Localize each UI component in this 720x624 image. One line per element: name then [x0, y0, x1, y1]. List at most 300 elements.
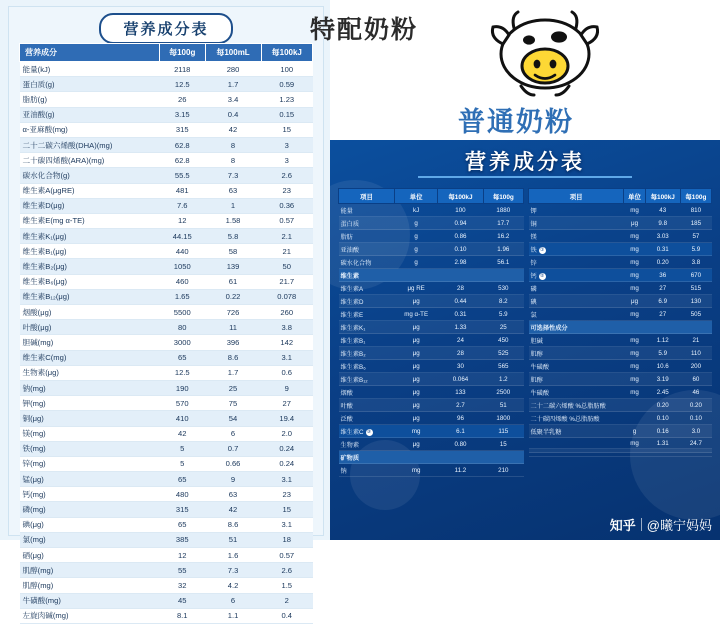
nutrient-value: mg — [624, 243, 645, 256]
nutrient-value — [624, 321, 645, 334]
nutrient-value: 505 — [680, 308, 711, 321]
nutrient-name: 碳水化合物(g) — [20, 168, 160, 183]
watermark — [610, 515, 712, 534]
nutrient-name: 维生素C ③ — [339, 425, 395, 438]
nutrient-name: 肌醇(mg) — [20, 563, 160, 578]
nutrient-value: 15 — [261, 502, 312, 517]
nutrient-value: 110 — [680, 347, 711, 360]
table-row — [20, 411, 313, 426]
nutrient-value: 1.2 — [483, 373, 523, 386]
nutrient-value: 0.064 — [438, 373, 483, 386]
nutrient-value: 26 — [159, 92, 205, 107]
nutrient-value: 100 — [438, 204, 483, 217]
table-row — [20, 62, 313, 77]
nutrient-name: 二十二碳六烯酸(DHA)(mg) — [20, 137, 160, 152]
nutrient-value: 55 — [159, 563, 205, 578]
nutrient-value: 3000 — [159, 335, 205, 350]
nutrient-name: 生物素(μg) — [20, 365, 160, 380]
nutrient-value: 3.19 — [645, 373, 680, 386]
nutrient-value: 57 — [680, 230, 711, 243]
col-header-unit: 单位 — [395, 189, 438, 204]
nutrient-value: 8 — [205, 137, 261, 152]
nutrient-value: g — [395, 217, 438, 230]
col-header-per100kj: 每100kJ — [438, 189, 483, 204]
nutrient-name — [529, 453, 624, 457]
nutrient-name: 亚油酸(g) — [20, 107, 160, 122]
table-row — [529, 308, 712, 321]
nutrient-value: 280 — [205, 62, 261, 77]
nutrient-value: 36 — [645, 269, 680, 282]
table-row — [529, 412, 712, 425]
nutrient-value: 515 — [680, 282, 711, 295]
nutrient-name: 能量(kJ) — [20, 62, 160, 77]
table-row — [339, 295, 524, 308]
nutrient-value: 130 — [680, 295, 711, 308]
nutrient-value: 5.9 — [645, 347, 680, 360]
nutrient-name: 脂肪(g) — [20, 92, 160, 107]
nutrient-value: 0.20 — [680, 399, 711, 412]
table-row — [20, 168, 313, 183]
nutrient-value: 58 — [205, 244, 261, 259]
nutrient-value: 200 — [680, 360, 711, 373]
nutrient-value: 3.1 — [261, 517, 312, 532]
nutrient-value: 62.8 — [159, 153, 205, 168]
nutrient-value: 25 — [205, 380, 261, 395]
table-row — [529, 453, 712, 457]
table-row — [529, 347, 712, 360]
table-row — [339, 269, 524, 282]
right-table-body-left — [339, 204, 524, 477]
nutrient-value: μg — [395, 373, 438, 386]
table-row — [339, 360, 524, 373]
nutrient-value: 260 — [261, 305, 312, 320]
nutrient-value: 0.10 — [680, 412, 711, 425]
table-row — [20, 320, 313, 335]
table-row — [20, 183, 313, 198]
watermark-divider — [641, 518, 642, 531]
nutrient-value: 3.4 — [205, 92, 261, 107]
nutrient-value: g — [624, 425, 645, 438]
nutrient-name: 钙 ② — [529, 269, 624, 282]
table-row — [20, 305, 313, 320]
nutrient-value: 51 — [205, 532, 261, 547]
nutrient-value: 5.8 — [205, 229, 261, 244]
right-nutrition-table-left — [338, 188, 524, 477]
nutrient-value: 3 — [261, 137, 312, 152]
nutrient-value: 1.12 — [645, 334, 680, 347]
nutrient-name: 泛酸 — [339, 412, 395, 425]
col-header-per100kj: 每100kJ — [645, 189, 680, 204]
nutrient-value: 3.1 — [261, 350, 312, 365]
nutrient-name: 维生素C(mg) — [20, 350, 160, 365]
nutrient-value: 24 — [438, 334, 483, 347]
table-row — [20, 396, 313, 411]
table-row — [20, 517, 313, 532]
nutrient-name: 硒(μg) — [20, 548, 160, 563]
nutrient-name: 铜(μg) — [20, 411, 160, 426]
nutrient-name: 维生素B₂ — [339, 347, 395, 360]
nutrient-value: 27 — [645, 282, 680, 295]
nutrient-value: 62.8 — [159, 137, 205, 152]
nutrient-value: 1.23 — [261, 92, 312, 107]
nutrient-value — [483, 451, 523, 464]
nutrient-value: 190 — [159, 380, 205, 395]
table-row — [20, 289, 313, 304]
table-row — [20, 77, 313, 92]
nutrient-value: 726 — [205, 305, 261, 320]
nutrient-value: μg — [395, 438, 438, 451]
nutrient-name: 铜 — [529, 217, 624, 230]
table-row — [339, 204, 524, 217]
nutrient-name: 维生素B₆(μg) — [20, 274, 160, 289]
nutrient-value: 80 — [159, 320, 205, 335]
nutrient-value — [645, 453, 680, 457]
nutrient-value: 460 — [159, 274, 205, 289]
nutrient-name: 氯 — [529, 308, 624, 321]
nutrient-name: 钾 — [529, 204, 624, 217]
nutrient-value: kJ — [395, 204, 438, 217]
right-panel-title: 营养成分表 — [465, 151, 585, 174]
nutrient-value: 32 — [159, 578, 205, 593]
table-row — [339, 282, 524, 295]
nutrient-name: 烟酸(μg) — [20, 305, 160, 320]
nutrient-value: 11 — [205, 320, 261, 335]
nutrient-value: 0.80 — [438, 438, 483, 451]
nutrient-name: 维生素D(μg) — [20, 198, 160, 213]
title-underline — [418, 176, 632, 178]
nutrient-value: 100 — [261, 62, 312, 77]
table-row — [529, 282, 712, 295]
nutrient-value: 0.16 — [645, 425, 680, 438]
nutrient-value: mg — [624, 334, 645, 347]
nutrient-name: 肌醇(mg) — [20, 578, 160, 593]
nutrient-value: 16.2 — [483, 230, 523, 243]
nutrient-value: 7.3 — [205, 168, 261, 183]
nutrient-name: 铁(mg) — [20, 441, 160, 456]
nutrient-value: 0.078 — [261, 289, 312, 304]
nutrient-value: 385 — [159, 532, 205, 547]
nutrient-name: 锌 — [529, 256, 624, 269]
nutrient-value: mg — [395, 464, 438, 477]
table-row — [339, 256, 524, 269]
table-row — [529, 373, 712, 386]
nutrient-name: 维生素E(mg α-TE) — [20, 213, 160, 228]
nutrient-value: 3.15 — [159, 107, 205, 122]
nutrient-value: 1.5 — [261, 578, 312, 593]
nutrient-name: 钠(mg) — [20, 380, 160, 395]
nutrient-value: mg — [624, 308, 645, 321]
nutrient-value: μg — [395, 321, 438, 334]
nutrient-name: 胆碱(mg) — [20, 335, 160, 350]
nutrient-value: 2.6 — [261, 168, 312, 183]
nutrient-name: 可选择性成分 — [529, 321, 624, 334]
nutrient-value: 3.03 — [645, 230, 680, 243]
table-row — [339, 243, 524, 256]
nutrient-value: 210 — [483, 464, 523, 477]
table-row — [20, 365, 313, 380]
cow-mascot-icon — [480, 4, 610, 100]
highlight-badge: ③ — [366, 428, 372, 435]
nutrient-value: μg — [395, 386, 438, 399]
left-nutrition-card — [8, 6, 324, 621]
nutrient-name: 锰(μg) — [20, 472, 160, 487]
nutrient-value: 0.24 — [261, 441, 312, 456]
nutrient-value: 315 — [159, 502, 205, 517]
label-special-formula: 特配奶粉 — [310, 16, 419, 44]
nutrient-value — [624, 453, 645, 457]
nutrient-value: 1800 — [483, 412, 523, 425]
nutrient-value: 96 — [438, 412, 483, 425]
nutrient-name: 维生素B₂(μg) — [20, 259, 160, 274]
nutrient-value: 2 — [261, 593, 312, 608]
nutrient-value — [395, 451, 438, 464]
nutrient-value: mg — [624, 269, 645, 282]
nutrient-value: 0.22 — [205, 289, 261, 304]
nutrient-name: 维生素B₁(μg) — [20, 244, 160, 259]
table-row — [20, 244, 313, 259]
nutrient-value — [680, 321, 711, 334]
table-row — [339, 451, 524, 464]
table-row — [339, 412, 524, 425]
table-row — [529, 334, 712, 347]
table-row — [339, 373, 524, 386]
table-row — [529, 256, 712, 269]
table-row — [339, 334, 524, 347]
nutrient-value: 54 — [205, 411, 261, 426]
nutrient-name: 牛磺酸 — [529, 386, 624, 399]
nutrient-value: 8 — [205, 153, 261, 168]
nutrient-name: 牛磺酸(mg) — [20, 593, 160, 608]
nutrient-value: 0.36 — [261, 198, 312, 213]
table-row — [20, 213, 313, 228]
nutrient-name: 维生素D — [339, 295, 395, 308]
nutrient-value: mg — [624, 347, 645, 360]
nutrient-value: 1 — [205, 198, 261, 213]
nutrient-value: 2.98 — [438, 256, 483, 269]
nutrient-value: 410 — [159, 411, 205, 426]
nutrient-name: 蛋白质 — [339, 217, 395, 230]
nutrient-value: 12.5 — [159, 365, 205, 380]
table-row — [529, 438, 712, 449]
table-row — [20, 259, 313, 274]
table-row — [20, 92, 313, 107]
nutrient-name: 肌醇 — [529, 373, 624, 386]
nutrient-value: 7.6 — [159, 198, 205, 213]
nutrient-name: 维生素B₆ — [339, 360, 395, 373]
nutrient-value: 481 — [159, 183, 205, 198]
table-row — [20, 578, 313, 593]
nutrient-name: 维生素A(μgRE) — [20, 183, 160, 198]
nutrient-value: g — [395, 256, 438, 269]
table-row — [20, 456, 313, 471]
col-header-per100kj: 每100kJ — [261, 44, 312, 62]
nutrient-value: mg — [624, 438, 645, 449]
nutrient-name: 肌醇 — [529, 347, 624, 360]
nutrient-value: 10.6 — [645, 360, 680, 373]
table-row — [20, 137, 313, 152]
nutrient-value: 3.0 — [680, 425, 711, 438]
nutrient-value: 43 — [645, 204, 680, 217]
table-row — [20, 608, 313, 623]
nutrient-value: 0.31 — [438, 308, 483, 321]
nutrient-value: 9 — [205, 472, 261, 487]
col-header-item: 项目 — [339, 189, 395, 204]
nutrient-name: 铁 ① — [529, 243, 624, 256]
nutrient-name: 镁(mg) — [20, 426, 160, 441]
nutrient-value: 525 — [483, 347, 523, 360]
nutrient-name: 能量 — [339, 204, 395, 217]
nutrient-value: μg — [395, 360, 438, 373]
nutrient-value: 142 — [261, 335, 312, 350]
nutrient-value: 6.9 — [645, 295, 680, 308]
table-row — [529, 230, 712, 243]
nutrient-name: 维生素A — [339, 282, 395, 295]
nutrient-value: mg — [624, 360, 645, 373]
table-row — [20, 380, 313, 395]
nutrient-value: 0.15 — [261, 107, 312, 122]
nutrient-value: 565 — [483, 360, 523, 373]
nutrient-value: 1.6 — [205, 548, 261, 563]
nutrient-value: 9 — [261, 380, 312, 395]
highlight-badge: ② — [539, 272, 545, 279]
table-row — [529, 243, 712, 256]
table-row — [20, 229, 313, 244]
nutrient-name — [529, 438, 624, 449]
nutrient-value: 28 — [438, 347, 483, 360]
nutrient-value: 27 — [261, 396, 312, 411]
nutrient-value — [438, 451, 483, 464]
nutrient-value: 21 — [680, 334, 711, 347]
nutrient-value: 2500 — [483, 386, 523, 399]
nutrient-value: 9.8 — [645, 217, 680, 230]
table-row — [20, 274, 313, 289]
col-header-per100g: 每100g — [680, 189, 711, 204]
nutrient-value: 185 — [680, 217, 711, 230]
label-normal-formula: 普通奶粉 — [458, 107, 574, 137]
nutrient-value: 2.6 — [261, 563, 312, 578]
nutrient-value: 480 — [159, 487, 205, 502]
nutrient-value: 8.6 — [205, 350, 261, 365]
table-row — [20, 487, 313, 502]
nutrient-value: 12.5 — [159, 77, 205, 92]
table-row — [339, 217, 524, 230]
nutrient-value: 21.7 — [261, 274, 312, 289]
nutrient-value: 2.1 — [261, 229, 312, 244]
nutrient-value: 0.10 — [438, 243, 483, 256]
nutrient-value: 63 — [205, 183, 261, 198]
col-header-nutrient: 营养成分 — [20, 44, 160, 62]
nutrient-value: 1.96 — [483, 243, 523, 256]
nutrient-name: 维生素B₁₂(μg) — [20, 289, 160, 304]
left-panel-title: 营养成分表 — [99, 13, 232, 44]
nutrient-value: 5500 — [159, 305, 205, 320]
watermark-author: @曦宁妈妈 — [646, 518, 712, 533]
nutrient-name: 亚油酸 — [339, 243, 395, 256]
nutrient-value: 19.4 — [261, 411, 312, 426]
nutrient-name: 钙(mg) — [20, 487, 160, 502]
nutrient-value: mg — [624, 282, 645, 295]
nutrient-name: 维生素 — [339, 269, 395, 282]
nutrient-value — [438, 269, 483, 282]
nutrient-value: 440 — [159, 244, 205, 259]
nutrient-name: 胆碱 — [529, 334, 624, 347]
nutrient-name: 牛磺酸 — [529, 360, 624, 373]
nutrient-value: 18 — [261, 532, 312, 547]
nutrient-name: 左旋肉碱(mg) — [20, 608, 160, 623]
nutrient-value: μg — [624, 217, 645, 230]
nutrient-value: 4.2 — [205, 578, 261, 593]
table-header-row — [20, 44, 313, 62]
nutrient-value: 28 — [438, 282, 483, 295]
table-row — [529, 386, 712, 399]
table-row — [339, 386, 524, 399]
nutrient-name: 钠 — [339, 464, 395, 477]
nutrient-value: 25 — [483, 321, 523, 334]
nutrient-value: 0.10 — [645, 412, 680, 425]
nutrient-value: 30 — [438, 360, 483, 373]
table-row — [20, 548, 313, 563]
nutrient-value: 1.1 — [205, 608, 261, 623]
nutrient-value: 12 — [159, 213, 205, 228]
nutrient-value: μg — [395, 295, 438, 308]
nutrient-value: 50 — [261, 259, 312, 274]
nutrient-value: 8.6 — [205, 517, 261, 532]
table-row — [20, 153, 313, 168]
nutrient-value: g — [395, 243, 438, 256]
nutrient-value: 5 — [159, 441, 205, 456]
table-row — [20, 198, 313, 213]
nutrient-name: 矿物质 — [339, 451, 395, 464]
nutrient-value: 0.24 — [261, 456, 312, 471]
table-row — [20, 502, 313, 517]
nutrient-name: 磷 — [529, 282, 624, 295]
table-row — [529, 399, 712, 412]
nutrient-value: 0.57 — [261, 213, 312, 228]
nutrient-value: g — [395, 230, 438, 243]
table-row — [20, 426, 313, 441]
nutrient-value: 1.7 — [205, 365, 261, 380]
nutrient-value: 2.45 — [645, 386, 680, 399]
nutrient-name: 维生素K₁(μg) — [20, 229, 160, 244]
nutrient-name: 碘 — [529, 295, 624, 308]
table-row — [529, 217, 712, 230]
nutrient-name: 镁 — [529, 230, 624, 243]
nutrient-value: 46 — [680, 386, 711, 399]
nutrient-value: 0.86 — [438, 230, 483, 243]
nutrient-value: 0.57 — [261, 548, 312, 563]
nutrient-name: 叶酸 — [339, 399, 395, 412]
nutrient-value: 60 — [680, 373, 711, 386]
nutrient-value: 56.1 — [483, 256, 523, 269]
table-row — [20, 593, 313, 608]
nutrient-value: 23 — [261, 183, 312, 198]
nutrient-name: 蛋白质(g) — [20, 77, 160, 92]
table-row — [20, 350, 313, 365]
nutrient-value: 315 — [159, 122, 205, 137]
table-row — [20, 472, 313, 487]
table-row — [529, 295, 712, 308]
nutrient-value: 115 — [483, 425, 523, 438]
nutrient-value: μg — [395, 347, 438, 360]
nutrient-name: 叶酸(μg) — [20, 320, 160, 335]
nutrient-value: 3.8 — [680, 256, 711, 269]
left-nutrition-table — [19, 43, 313, 624]
nutrient-value: 1.58 — [205, 213, 261, 228]
nutrient-name: 磷(mg) — [20, 502, 160, 517]
nutrient-value: 8.2 — [483, 295, 523, 308]
nutrient-value: mg α-TE — [395, 308, 438, 321]
nutrient-value: 0.44 — [438, 295, 483, 308]
